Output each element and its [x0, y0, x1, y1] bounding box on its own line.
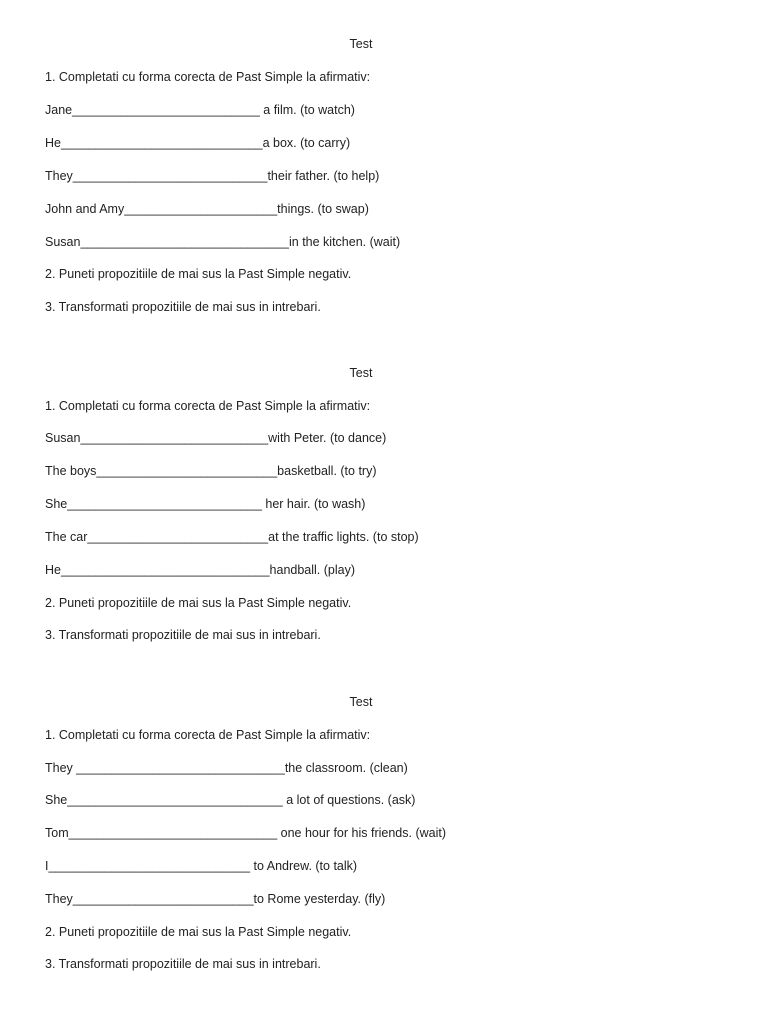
- test-section-2: [45, 363, 725, 645]
- exercise-item-3: They____________________________their father. (to help): [45, 168, 380, 183]
- exercise-item-1: Jane___________________________ a film. (to watch): [45, 102, 355, 117]
- test-title: Test: [349, 695, 373, 709]
- exercise-item-5: He______________________________handball. (play): [45, 563, 356, 577]
- test-section-1: [45, 34, 725, 317]
- test-section-3: [45, 692, 725, 974]
- exercise-item-3: She____________________________ her hair. (to wash): [45, 497, 366, 511]
- instruction-fill-in: 1. Completati cu forma corecta de Past Simple la afirmativ:: [45, 727, 371, 742]
- exercise-item-3: Tom______________________________ one hour for his friends. (wait): [45, 826, 446, 840]
- instruction-negative: 2. Puneti propozitiile de mai sus la Past Simple negativ.: [45, 924, 352, 939]
- exercise-item-5: Susan______________________________in the kitchen. (wait): [45, 234, 401, 249]
- exercise-item-1: Susan___________________________with Peter. (to dance): [45, 431, 387, 445]
- exercise-item-4: The car__________________________at the traffic lights. (to stop): [45, 530, 419, 544]
- instruction-questions: 3. Transformati propozitiile de mai sus in intrebari.: [45, 628, 321, 642]
- instruction-fill-in: 1. Completati cu forma corecta de Past Simple la afirmativ:: [45, 69, 371, 84]
- instruction-questions: 3. Transformati propozitiile de mai sus in intrebari.: [45, 299, 321, 314]
- test-title: Test: [349, 366, 373, 380]
- exercise-item-1: They ______________________________the classroom. (clean): [45, 760, 408, 775]
- exercise-item-4: I_____________________________ to Andrew. (to talk): [45, 859, 358, 873]
- instruction-negative: 2. Puneti propozitiile de mai sus la Past Simple negativ.: [45, 267, 352, 281]
- instruction-questions: 3. Transformati propozitiile de mai sus in intrebari.: [45, 957, 321, 971]
- exercise-item-2: The boys__________________________basketball. (to try): [45, 464, 377, 478]
- exercise-item-2: He_____________________________a box. (to carry): [45, 135, 351, 150]
- instruction-fill-in: 1. Completati cu forma corecta de Past Simple la afirmativ:: [45, 398, 371, 413]
- instruction-negative: 2. Puneti propozitiile de mai sus la Past Simple negativ.: [45, 595, 352, 610]
- test-title: Test: [349, 37, 373, 51]
- exercise-item-4: John and Amy______________________things. (to swap): [45, 201, 369, 216]
- exercise-item-5: They__________________________to Rome yesterday. (fly): [45, 892, 386, 906]
- exercise-item-2: She_______________________________ a lot of questions. (ask): [45, 793, 416, 807]
